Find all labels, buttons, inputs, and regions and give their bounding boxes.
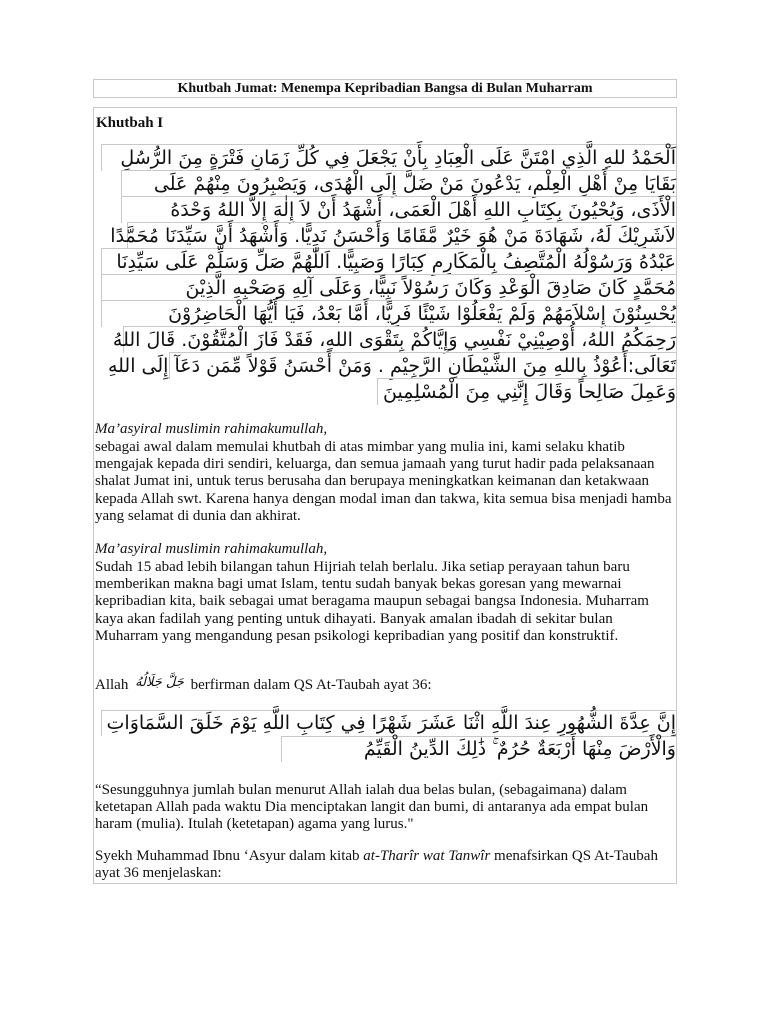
document-title: Khutbah Jumat: Menempa Kepribadian Bangsa di Bulan Muharram [177,81,593,96]
verse-translation: “Sesungguhnya jumlah bulan menurut Allah ialah dua belas bulan, (sebagaimana) dalam ketetapan Allah pada waktu Dia menciptakan langit dan bumi, di antaranya ada empat bulan haram (mulia). Itulah (ketetapan) agama yang lurus." [95,782,649,833]
salutation-1: Ma’asyiral muslimin rahimakumullah, [95,421,328,437]
allah-prefix: Allah [95,677,129,693]
paragraph-1: sebagai awal dalam memulai khutbah di atas mimbar yang mulia ini, kami selaku khatib mengajak kepada diri sendiri, keluarga, dan semua jamaah yang turut hadir pada pelaksanaan shalat Jumat ini, untuk terus berusaha dan berupaya meningkatkan keimanan dan ketakwaan kepada Allah swt. Karena hanya dengan modal iman dan takwa, kita semua bisa menjadi hamba yang selamat di dunia dan akhirat. [95,439,672,524]
arabic-line-10: وَعَمِلَ صَالِحاً وَقَالَ إِنَّنِي مِنَ الْمُسْلِمِينَ [377,378,676,405]
tafsir-suffix: menafsirkan QS At-Taubah ayat 36 menjelaskan: [95,848,658,882]
arabic-line-6: مُحَمَّدٍ كَانَ صَادِقَ الْوَعْدِ وَكَانَ رَسُوْلاً نَبِيًّا، وَعَلَى آلِهِ وَصَحْبِهِ الَّذِيْنَ [101,274,676,301]
salutation-2: Ma’asyiral muslimin rahimakumullah, [95,541,328,557]
quran-verse-line-2: وَالْأَرْضَ مِنْهَا أَرْبَعَةٌ حُرُمٌ ۚ ذَٰلِكَ الدِّينُ الْقَيِّمُ [281,736,676,762]
arabic-line-3: الْأَذَى، وَيُحْيُونَ بِكِتَابِ اللهِ أَهْلَ الْعَمَى، أَشْهَدُ أَنْ لاَ إِلٰهَ إِلاَّ اللهُ وَحْدَهُ [121,196,676,223]
arabic-line-2: بَقَايَا مِنْ أَهْلِ الْعِلْمِ، يَدْعُونَ مَنْ ضَلَّ إِلَى الْهُدَى، وَيَصْبِرُونَ مِنْهُمْ عَلَى [121,170,676,197]
paragraph-2: Sudah 15 abad lebih bilangan tahun Hijriah telah berlalu. Jika setiap perayaan tahun baru memberikan makna bagi umat Islam, tentu sudah banyak bekas goresan yang mewarnai kepribadian kita, baik sebagai umat beragama maupun sebagai bangsa Indonesia. Muharram kaya akan fadilah yang penting untuk dihayati. Banyak amalan ibadah di sekitar bulan Muharram yang mengandung pesan psikologi kepribadian yang positif dan konstruktif. [95,559,649,644]
quran-verse-line-1: إِنَّ عِدَّةَ الشُّهُورِ عِندَ اللَّهِ اثْنَا عَشَرَ شَهْرًا فِي كِتَابِ اللَّهِ يَوْمَ خَلَقَ السَّمَاوَاتِ [101,710,676,736]
arabic-line-9: تَعَالَى:أَعُوْذُ بِاللهِ مِنَ الشَّيْطَانِ الرَّجِيْمِ . وَمَنْ أَحْسَنُ قَوْلاً مِّمَن دَعَآ إِلَى اللهِ [169,352,676,379]
allah-suffix: berfirman dalam QS At-Taubah ayat 36: [190,677,432,693]
jalla-jalaluhu-glyph: جَلَّ جَلَالُهُ [135,675,184,690]
allah-line [95,676,432,695]
arabic-line-7: يُحْسِنُوْنَ إِسْلاَمَهُمْ وَلَمْ يَفْعَلُوْا شَيْئًا فَرِيًّا، أَمَّا بَعْدُ، فَيَا أَيُّهَا الْحَاضِرُوْنَ [101,300,676,327]
tafsir-paragraph [95,848,675,882]
arabic-line-8: رَحِمَكُمُ اللهُ، أُوْصِيْنِيْ نَفْسِي وَإِيَّاكُمْ بِتَقْوَى اللهِ، فَقَدْ فَازَ الْمُتَّقُوْنَ. قَالَ اللهُ [123,326,676,353]
tafsir-book-title: at-Tharîr wat Tanwîr [363,848,491,864]
section-heading: Khutbah I [96,115,164,131]
content-box [93,107,677,884]
tafsir-prefix: Syekh Muhammad Ibnu ‘Asyur dalam kitab [95,848,364,864]
arabic-line-1: اَلْحَمْدُ للهِ الَّذِي امْتَنَّ عَلَى الْعِبَادِ بِأَنْ يَجْعَلَ فِي كُلِّ زَمَانِ فَتْرَةٍ مِنَ الرُّسُلِ [101,144,676,171]
title-box [93,79,677,98]
arabic-line-5: عَبْدُهُ وَرَسُوْلُهُ الْمُتَّصِفُ بِالْمَكَارِمِ كِبَارًا وَصَبِيًّا. اَللّٰهُمَّ صَلِّ وَسَلِّمْ عَلَى سَيِّدِنَا [101,248,676,275]
arabic-line-4: لاَشَرِيْكَ لَهُ، شَهَادَةَ مَنْ هُوَ خَيْرٌ مَّقَامًا وَأَحْسَنُ نَدِيًّا. وَأَشْهَدُ أَنَّ سَيِّدَنَا مُحَمَّدًا [127,222,676,249]
